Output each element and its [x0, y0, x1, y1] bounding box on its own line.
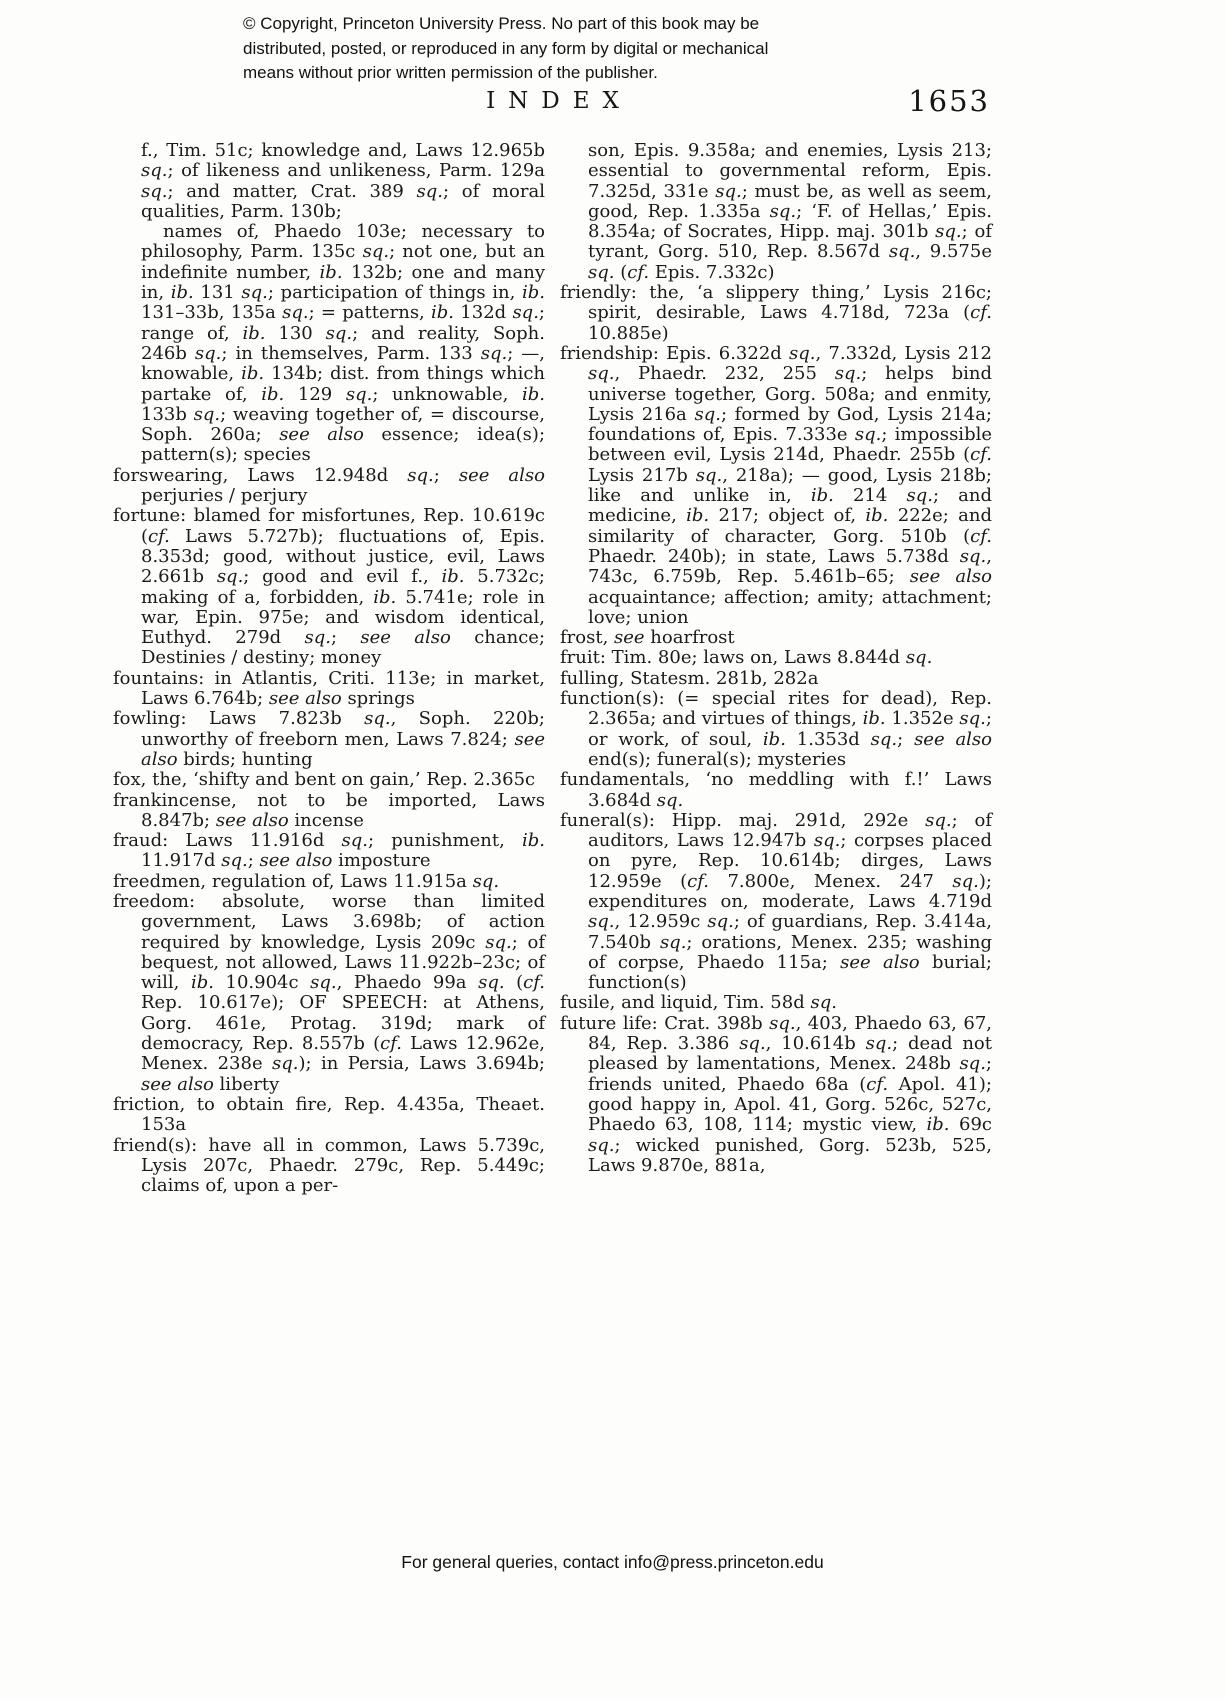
copyright-line: © Copyright, Princeton University Press. No part of this book may be	[243, 14, 760, 33]
index-entry: son, Epis. 9.358a; and enemies, Lysis 213; essential to governmental reform, Epis. 7.325d, 331e sq.; must be, as well as seem, good, Rep. 1.335a sq.; ‘F. of Hellas,’ Epis. 8.354a; of Socrates, Hipp. maj. 301b sq.; of tyrant, Gorg. 510, Rep. 8.567d sq., 9.575e sq. (cf. Epis. 7.332c)	[588, 140, 992, 283]
index-entry: fountains: in Atlantis, Criti. 113e; in market, Laws 6.764b; see also springs	[113, 667, 545, 710]
index-entry: future life: Crat. 398b sq., 403, Phaedo 63, 67, 84, Rep. 3.386 sq., 10.614b sq.; dead not pleased by lamentations, Menex. 248b sq.; friends united, Phaedo 68a (cf. Apol. 41); good happy in, Apol. 41, Gorg. 526c, 527c, Phaedo 63, 108, 114; mystic view, ib. 69c sq.; wicked punished, Gorg. 523b, 525, Laws 9.870e, 881a,	[560, 1012, 992, 1176]
index-entry: freedmen, regulation of, Laws 11.915a sq.	[113, 870, 500, 892]
copyright-line: distributed, posted, or reproduced in any form by digital or mechanical	[243, 38, 769, 58]
left-column	[113, 141, 545, 1196]
footer-text: For general queries, contact info@press.princeton.edu	[401, 1552, 824, 1572]
page-header	[113, 84, 992, 124]
index-entry: f., Tim. 51c; knowledge and, Laws 12.965b sq.; of likeness and unlikeness, Parm. 129a sq.; and matter, Crat. 389 sq.; of moral qualities, Parm. 130b;	[141, 140, 545, 222]
index-entry: fowling: Laws 7.823b sq., Soph. 220b; unworthy of freeborn men, Laws 7.824; see also birds; hunting	[113, 708, 545, 770]
index-entry: names of, Phaedo 103e; necessary to philosophy, Parm. 135c sq.; not one, but an indefinite number, ib. 132b; one and many in, ib. 131 sq.; participation of things in, ib. 131–33b, 135a sq.; = patterns, ib. 132d sq.; range of, ib. 130 sq.; and reality, Soph. 246b sq.; in themselves, Parm. 133 sq.; —, knowable, ib. 134b; dist. from things which partake of, ib. 129 sq.; unknowable, ib. 133b sq.; weaving together of, = discourse, Soph. 260a; see also essence; idea(s); pattern(s); species	[141, 221, 546, 466]
index-entry: fraud: Laws 11.916d sq.; punishment, ib. 11.917d sq.; see also imposture	[113, 830, 545, 872]
index-entry: frankincense, not to be imported, Laws 8.847b; see also incense	[113, 789, 545, 831]
index-entry: funeral(s): Hipp. maj. 291d, 292e sq.; of auditors, Laws 12.947b sq.; corpses placed on pyre, Rep. 10.614b; dirges, Laws 12.959e (cf. 7.800e, Menex. 247 sq.); expenditures on, moderate, Laws 4.719d sq., 12.959c sq.; of guardians, Rep. 3.414a, 7.540b sq.; orations, Menex. 235; washing of corpse, Phaedo 115a; see also burial; function(s)	[560, 809, 993, 994]
copyright-line: means without prior written permission of the publisher.	[243, 63, 658, 82]
index-entry: forswearing, Laws 12.948d sq.; see also perjuries / perjury	[113, 464, 545, 507]
footer-note	[0, 1552, 1225, 1573]
index-entry: friendly: the, ‘a slippery thing,’ Lysis 216c; spirit, desirable, Laws 4.718d, 723a (cf. 10.885e)	[560, 282, 992, 344]
copyright-notice	[243, 12, 768, 86]
index-entry: fox, the, ‘shifty and bent on gain,’ Rep. 2.365c	[113, 769, 536, 791]
index-entry: fortune: blamed for misfortunes, Rep. 10.619c (cf. Laws 5.727b); fluctuations of, Epis. 8.353d; good, without justice, evil, Laws 2.661b sq.; good and evil f., ib. 5.732c; making of a, forbidden, ib. 5.741e; role in war, Epin. 975e; and wisdom identical, Euthyd. 279d sq.; see also chance; Destinies / destiny; money	[113, 505, 546, 669]
index-entry: fundamentals, ‘no meddling with f.!’ Laws 3.684d sq.	[560, 769, 992, 811]
index-entry: frost, see hoarfrost	[560, 627, 735, 649]
index-entry: friendship: Epis. 6.322d sq., 7.332d, Lysis 212 sq., Phaedr. 232, 255 sq.; helps bind universe together, Gorg. 508a; and enmity, Lysis 216a sq.; formed by God, Lysis 214a; foundations of, Epis. 7.333e sq.; impossible between evil, Lysis 214d, Phaedr. 255b (cf. Lysis 217b sq., 218a); — good, Lysis 218b; like and unlike in, ib. 214 sq.; and medicine, ib. 217; object of, ib. 222e; and similarity of character, Gorg. 510b (cf. Phaedr. 240b); in state, Laws 5.738d sq., 743c, 6.759b, Rep. 5.461b–65; see also acquaintance; affection; amity; attachment; love; union	[560, 342, 993, 628]
right-column	[560, 141, 992, 1196]
index-entry: function(s): (= special rites for dead), Rep. 2.365a; and virtues of things, ib. 1.352e sq.; or work, of soul, ib. 1.353d sq.; see also end(s); funeral(s); mysteries	[560, 688, 993, 770]
index-entry: freedom: absolute, worse than limited government, Laws 3.698b; of action required by knowledge, Lysis 209c sq.; of bequest, not allowed, Laws 11.922b–23c; of will, ib. 10.904c sq., Phaedo 99a sq. (cf. Rep. 10.617e); OF SPEECH: at Athens, Gorg. 461e, Protag. 319d; mark of democracy, Rep. 8.557b (cf. Laws 12.962e, Menex. 238e sq.); in Persia, Laws 3.694b; see also liberty	[113, 890, 545, 1095]
index-entry: fulling, Statesm. 281b, 282a	[560, 667, 819, 689]
index-entry: fusile, and liquid, Tim. 58d sq.	[560, 992, 837, 1014]
index-columns	[113, 141, 993, 1196]
index-entry: friend(s): have all in common, Laws 5.739c, Lysis 207c, Phaedr. 279c, Rep. 5.449c; claims of, upon a per-	[113, 1134, 545, 1197]
index-title: INDEX	[486, 88, 632, 114]
index-entry: fruit: Tim. 80e; laws on, Laws 8.844d sq.	[560, 647, 933, 669]
page-number: 1653	[908, 84, 990, 118]
index-entry: friction, to obtain fire, Rep. 4.435a, Theaet. 153a	[113, 1093, 545, 1136]
